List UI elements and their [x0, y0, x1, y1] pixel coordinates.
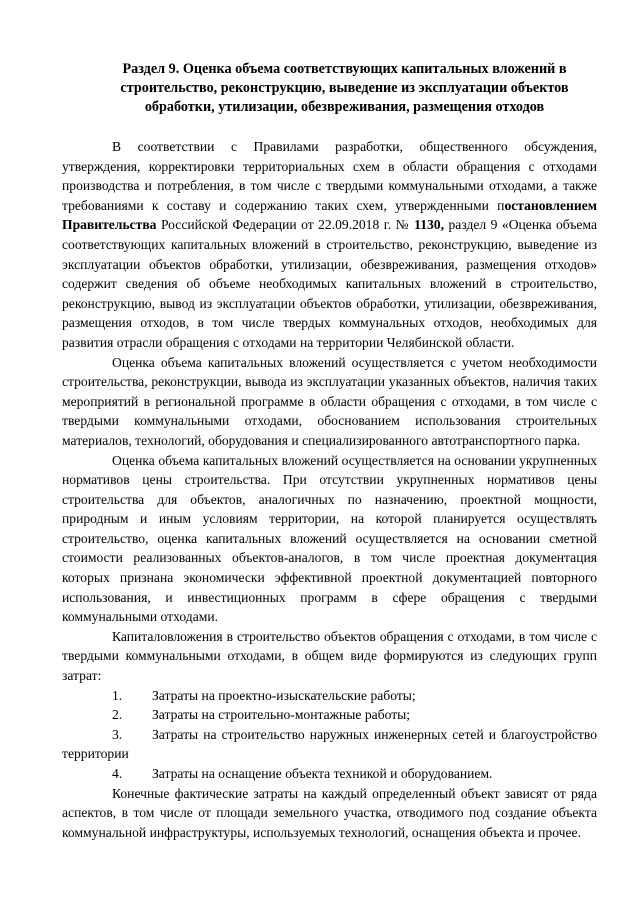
- paragraph-1-text-d: раздел 9 «Оценка объема соответствующих капитальных вложений в строительство, реконструкцию, выведение из эксплуатации объектов обработки, утилизации, обезвреживания, размещения отходов» содержит сведения об объеме необходимых капитальных вложений в строительство, реконструкцию, вывод из эксплуатации объектов обработки, утилизации, обезвреживания, размещения отходов, в том числе твердых коммунальных отходов, необходимых для развития отрасли обращения с отходами на территории Челябинской области.: [62, 217, 597, 350]
- paragraph-1-bold-resolution: остановлением Правительства: [62, 197, 597, 233]
- list-item: [62, 725, 597, 764]
- list-item-number: 1.: [112, 687, 123, 703]
- list-item: [62, 705, 597, 725]
- list-item: [62, 686, 597, 706]
- paragraph-3: Оценка объема капитальных вложений осуществляется на основании укрупненных нормативов цены строительства. При отсутствии укрупненных нормативов цены строительства для объектов, аналогичных по назначению, проектной мощности, природным и иным условиям территории, на которой планируется осуществлять строительство, оценка капитальных вложений осуществляется на основании сметной стоимости реализованных объектов-аналогов, в том числе проектная документация которых признана экономически эффективной проектной документацией повторного использования, и инвестиционных программ в сфере обращения с твердыми коммунальными отходами.: [62, 452, 597, 625]
- section-heading: Раздел 9. Оценка объема соответствующих капитальных вложений в строительство, реконструкцию, выведение из эксплуатации объектов обработки, утилизации, обезвреживания, размещения отходов: [120, 61, 569, 115]
- paragraph-1: [62, 137, 597, 353]
- list-item-number: 2.: [112, 707, 123, 723]
- cost-groups-list: [62, 686, 597, 784]
- list-item-text: Затраты на оснащение объекта техникой и оборудованием.: [152, 766, 493, 781]
- list-item-text: Затраты на строительно-монтажные работы;: [152, 707, 411, 723]
- paragraph-4: Капиталовложения в строительство объектов обращения с отходами, в том числе с твердыми коммунальными отходами, в общем виде формируются из следующих групп затрат:: [62, 628, 597, 684]
- paragraph-1-text-c: Российской Федерации от 22.09.2018 г. №: [156, 217, 415, 233]
- paragraph-5: Конечные фактические затраты на каждый определенный объект зависят от ряда аспектов, в том числе от площади земельного участка, отводимого под создание объекта коммунальной инфраструктуры, используемых технологий, оснащения объекта и прочее.: [62, 785, 597, 840]
- list-item-number: 4.: [112, 766, 123, 781]
- paragraph-1-bold-number: 1130,: [414, 217, 445, 233]
- paragraph-1-text-a: В соответствии с Правилами разработки, общественного обсуждения, утверждения, корректировки территориальных схем в области обращения с отходами производства и потребления, в том числе с твердыми коммунальными отходами, а также требованиями к составу и содержанию таких схем, утвержденными п: [62, 139, 597, 213]
- paragraph-2: Оценка объема капитальных вложений осуществляется с учетом необходимости строительства, реконструкции, вывода из эксплуатации указанных объектов, наличия таких мероприятий в региональной программе в области обращения с отходами, в том числе с твердыми коммунальными отходами, обоснованием использования строительных материалов, технологий, оборудования и специализированного автотранспортного парка.: [62, 354, 597, 448]
- list-item-text: Затраты на проектно-изыскательские работы;: [152, 687, 416, 703]
- list-item-text: Затраты на строительство наружных инженерных сетей и благоустройство территории: [62, 726, 597, 762]
- list-item: [62, 764, 597, 784]
- list-item-number: 3.: [112, 726, 123, 742]
- document-page: [62, 60, 597, 842]
